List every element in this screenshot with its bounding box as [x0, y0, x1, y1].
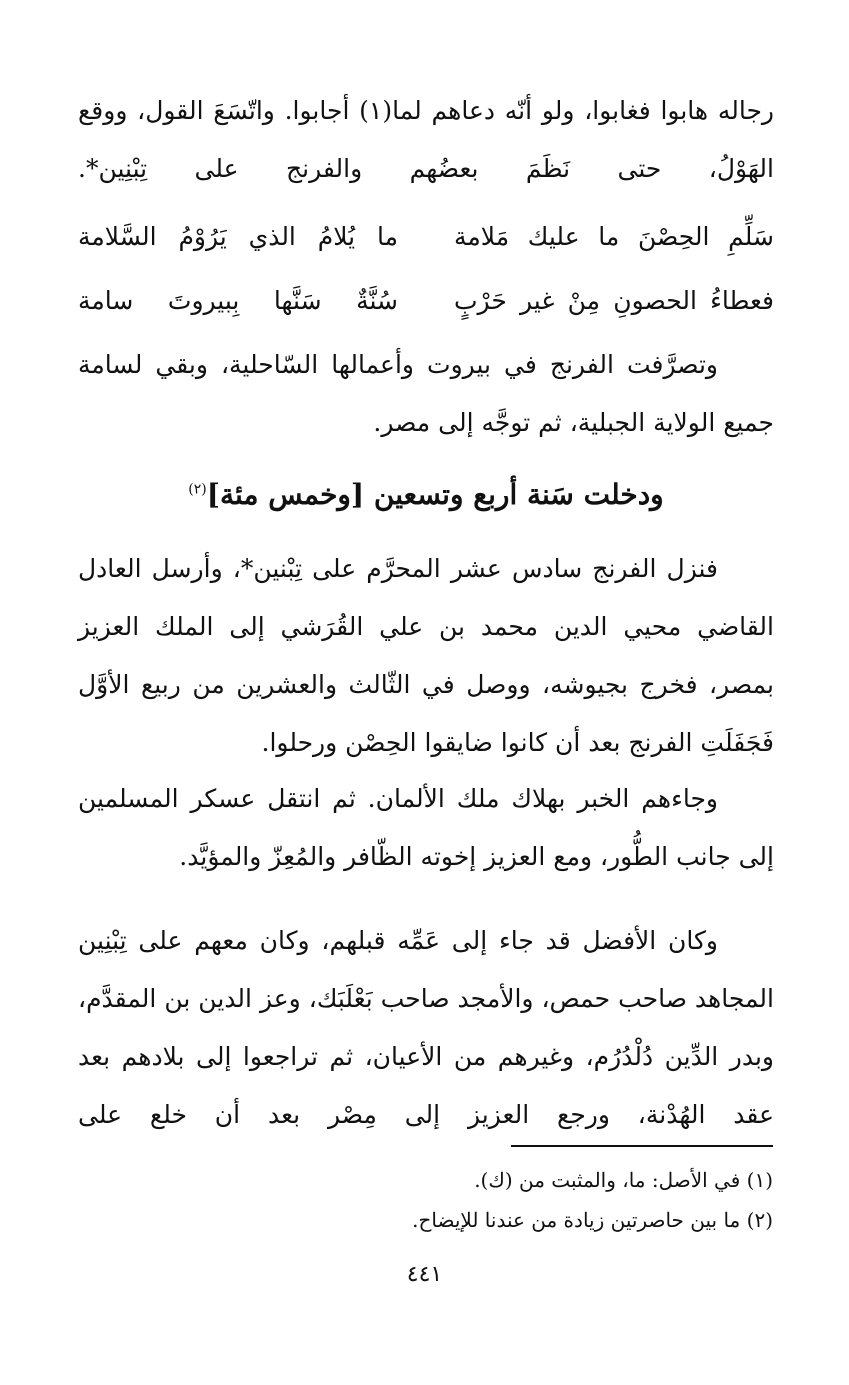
verse-hemistich: فعطاءُ الحصونِ مِنْ غير حَرْبٍ	[454, 286, 774, 315]
verse-line-2	[78, 272, 774, 330]
verse-hemistich: سَلِّمِ الحِصْنَ ما عليك مَلامة	[454, 222, 774, 251]
paragraph-5: وكان الأفضل قد جاء إلى عَمِّه قبلهم، وكان معهم على تِبْنِين المجاهد صاحب حمص، والأمجد صاحب بَعْلَبَك، وعز الدين بن المقدَّم، وبدر الدِّين دُلْدُرُم، وغيرهم من الأعيان، ثم تراجعوا إلى بلادهم بعد عقد الهُدْنة، ورجع العزيز إلى مِصْر بعد أن خلع على	[78, 926, 774, 1129]
page-number: ٤٤١	[406, 1262, 443, 1287]
footnote-divider	[511, 1145, 773, 1147]
footnote-2: (٢) ما بين حاصرتين زيادة من عندنا للإيضاح.	[412, 1208, 773, 1232]
heading-text: ودخلت سَنة أربع وتسعين [وخمس مئة]	[206, 478, 664, 511]
paragraph-1: رجاله هابوا فغابوا، ولو أنّه دعاهم لما(١) أجابوا. واتّسَعَ القول، ووقع الهَوْلُ، حتى نَظَمَ بعضُهم والفرنج على تِبْنِين*.	[78, 96, 775, 183]
footnote-1: (١) في الأصل: ما، والمثبت من (ك).	[474, 1168, 773, 1192]
verse-line-1	[78, 208, 774, 266]
verse-hemistich: سُنَّةٌ سَنَّها بِبيروتَ سامة	[78, 286, 398, 315]
verse-hemistich: ما يُلامُ الذي يَرُوْمُ السَّلامة	[78, 222, 398, 251]
paragraph-2: وتصرَّفت الفرنج في بيروت وأعمالها السّاحلية، وبقي لسامة جميع الولاية الجبلية، ثم توجَّه إلى مصر.	[78, 350, 774, 437]
paragraph-3: فنزل الفرنج سادس عشر المحرَّم على تِبْنين*، وأرسل العادل القاضي محيي الدين محمد بن علي القُرَشي إلى الملك العزيز بمصر، فخرج بجيوشه، ووصل في الثّالث والعشرين من ربيع الأوَّل فَجَفَلَتِ الفرنج بعد أن كانوا ضايقوا الحِصْن ورحلوا.	[78, 554, 774, 757]
heading-footnote-marker: (٢)	[188, 481, 207, 498]
paragraph-4: وجاءهم الخبر بهلاك ملك الألمان. ثم انتقل عسكر المسلمين إلى جانب الطُّور، ومع العزيز إخوته الظّافر والمُعِزّ والمؤيَّد.	[78, 784, 774, 871]
section-heading	[78, 466, 774, 524]
